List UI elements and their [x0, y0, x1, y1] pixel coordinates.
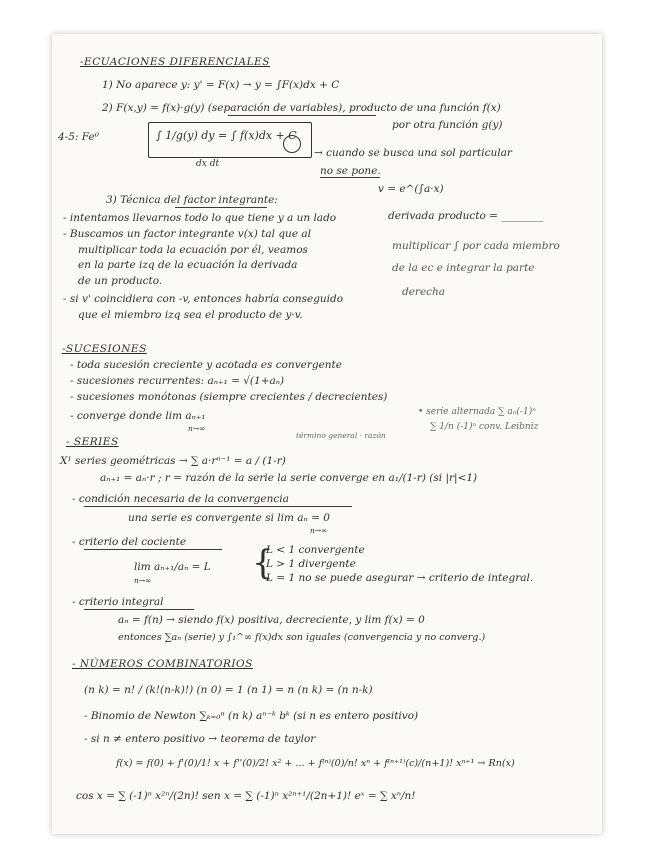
- taylor-formula: f(x) = f(0) + f'(0)/1! x + f''(0)/2! x² + ... + f⁽ⁿ⁾(0)/n! xⁿ + f⁽ⁿ⁺¹⁾(c)/(n+1)! xⁿ⁺¹ → Rn(x): [116, 758, 515, 769]
- underline: [84, 506, 352, 507]
- section-title-ecuaciones: -ECUACIONES DIFERENCIALES: [80, 56, 270, 68]
- derivada-producto: derivada producto = ________: [388, 210, 544, 222]
- factor-bullet-3b: que el miembro izq sea el producto de y·v.: [78, 309, 303, 321]
- necessary-condition-title: - condición necesaria de la convergencia: [72, 493, 289, 505]
- ratio-test-case-1: L < 1 convergente: [266, 544, 365, 556]
- integral-test-title: - criterio integral: [72, 596, 164, 608]
- sucesiones-line-4: - converge donde lim aₙ₊₁: [70, 410, 206, 422]
- alternating-series-note-1: • serie alternada ∑ aₙ(-1)ⁿ: [418, 407, 536, 417]
- ecuaciones-item-3: 3) Técnica del factor integrante:: [106, 194, 278, 206]
- integrating-factor-formula: v = e^(∫a·x): [378, 183, 444, 195]
- underline: [84, 609, 194, 610]
- geometric-series-notes: término general · razón: [296, 431, 386, 440]
- newton-binomial: - Binomio de Newton ∑ₖ₌₀ⁿ (n k) aⁿ⁻ᵏ bᵏ (si n es entero positivo): [84, 710, 419, 722]
- factor-bullet-2b: multiplicar toda la ecuación por él, veamos: [78, 244, 308, 256]
- factor-bullet-2d: de un producto.: [78, 275, 163, 287]
- binomial-definitions: (n k) = n! / (k!(n-k)!) (n 0) = 1 (n 1) = n (n k) = (n n-k): [84, 684, 373, 696]
- sucesiones-line-3: - sucesiones monótonas (siempre crecientes / decrecientes): [70, 391, 388, 403]
- right-note-3: derecha: [402, 286, 446, 298]
- factor-bullet-3a: - si v' coincidiera con -v, entonces habría conseguido: [63, 293, 344, 305]
- geometric-series-definition: aₙ₊₁ = aₙ·r ; r = razón de la serie la serie converge en a₁/(1-r) (si |r|<1): [100, 472, 478, 484]
- section-title-sucesiones: -SUCESIONES: [62, 343, 147, 355]
- boxed-formula: ∫ 1/g(y) dy = ∫ f(x)dx + C: [156, 129, 297, 142]
- section-title-series: - SERIES: [66, 436, 119, 448]
- integral-test-line-2: entonces ∑aₙ (serie) y ∫₁^∞ f(x)dx son iguales (convergencia y no converg.): [118, 632, 486, 643]
- section-title-combinatorios: - NÚMEROS COMBINATORIOS: [72, 658, 253, 670]
- ratio-test-case-3: L = 1 no se puede asegurar → criterio de integral.: [266, 572, 534, 584]
- margin-note: 4-5: Fe⁰: [58, 131, 99, 143]
- ratio-test-case-2: L > 1 divergente: [266, 558, 356, 570]
- ecuaciones-item-2-cont: por otra función g(y): [392, 119, 503, 131]
- ratio-test-sub: n→∞: [134, 576, 152, 585]
- sucesiones-line-2: - sucesiones recurrentes: aₙ₊₁ = √(1+aₙ): [70, 375, 285, 387]
- ecuaciones-item-1: 1) No aparece y: y' = F(x) → y = ∫F(x)dx + C: [102, 79, 340, 91]
- factor-bullet-1: - intentamos llevarnos todo lo que tiene y a un lado: [63, 212, 337, 224]
- right-note-2: de la ec e integrar la parte: [392, 262, 535, 274]
- factor-bullet-2c: en la parte izq de la ecuación la derivada: [78, 259, 298, 271]
- geometric-series: X¹ series geométricas → ∑ a·rⁿ⁻¹ = a / (1-r): [60, 455, 286, 467]
- underline: [175, 207, 267, 208]
- right-note-1: multiplicar ∫ por cada miembro: [392, 240, 560, 252]
- brace: {: [252, 543, 274, 583]
- series-expansions: cos x = ∑ (-1)ⁿ x²ⁿ/(2n)! sen x = ∑ (-1)ⁿ x²ⁿ⁺¹/(2n+1)! eˣ = ∑ xⁿ/n!: [76, 790, 416, 802]
- underline: [320, 177, 380, 178]
- note-particular-solution-2: no se pone.: [320, 165, 381, 177]
- underline: [228, 115, 376, 116]
- note-particular-solution: → cuando se busca una sol particular: [314, 147, 512, 159]
- factor-bullet-2a: - Buscamos un factor integrante v(x) tal que al: [63, 228, 311, 240]
- integral-test-line-1: aₙ = f(n) → siendo f(x) positiva, decreciente, y lim f(x) = 0: [118, 614, 425, 626]
- ratio-test-title: - criterio del cociente: [72, 536, 187, 548]
- sucesiones-line-1: - toda sucesión creciente y acotada es convergente: [70, 359, 342, 371]
- necessary-condition-text: una serie es convergente si lim aₙ = 0: [128, 512, 330, 524]
- underline: [84, 549, 222, 550]
- sucesiones-line-4-sub: n→∞: [188, 424, 206, 433]
- necessary-condition-sub: n→∞: [310, 526, 328, 535]
- taylor-intro: - si n ≠ entero positivo → teorema de taylor: [84, 733, 316, 745]
- boxed-formula-sub: dx dt: [196, 159, 220, 169]
- ecuaciones-item-2: 2) F(x,y) = f(x)·g(y) (separación de variables), producto de una función f(x): [102, 102, 501, 114]
- alternating-series-note-2: ∑ 1/n (-1)ⁿ conv. Leibniz: [430, 422, 539, 432]
- ratio-test-formula: lim aₙ₊₁/aₙ = L: [134, 561, 211, 573]
